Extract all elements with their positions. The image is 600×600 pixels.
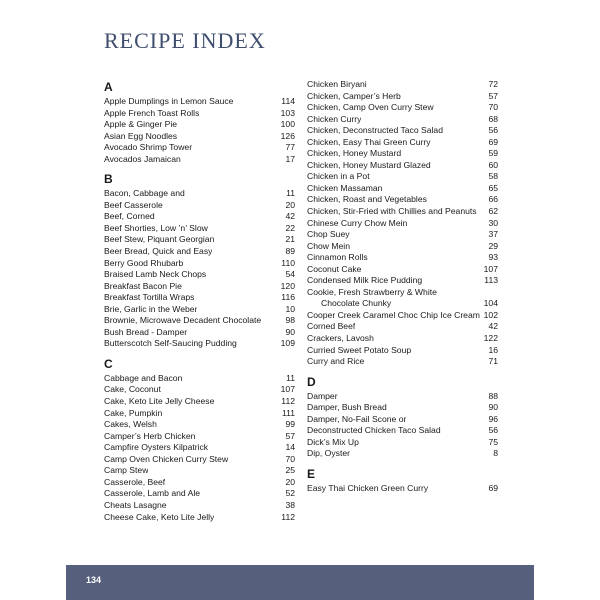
index-entry	[104, 292, 295, 304]
index-entry	[307, 264, 498, 276]
recipe-page-number: 66	[488, 194, 498, 205]
recipe-page-number: 69	[488, 482, 498, 493]
recipe-page-number: 71	[488, 356, 498, 367]
recipe-name: Chow Mein	[307, 240, 350, 251]
recipe-name: Condensed Milk Rice Pudding	[307, 275, 423, 286]
recipe-page-number: 42	[285, 211, 295, 222]
recipe-name: Butterscotch Self-Saucing Pudding	[104, 338, 237, 349]
index-entry	[104, 142, 295, 154]
recipe-name: Apple Dumplings in Lemon Sauce	[104, 96, 234, 106]
recipe-name: Chicken Curry	[307, 113, 362, 124]
index-entry	[307, 287, 498, 299]
recipe-page-number: 90	[488, 402, 498, 413]
recipe-page-number: 11	[286, 372, 295, 383]
recipe-page-number: 29	[488, 240, 498, 251]
recipe-name: Breakfast Tortilla Wraps	[104, 292, 195, 303]
recipe-name: Easy Thai Chicken Green Curry	[307, 482, 429, 493]
recipe-page-number: 98	[285, 315, 295, 326]
section-d-list	[307, 391, 498, 460]
recipe-page-number: 30	[488, 217, 498, 228]
recipe-name: Braised Lamb Neck Chops	[104, 269, 207, 280]
recipe-page-number: 96	[488, 413, 498, 424]
recipe-name: Chicken Massaman	[307, 182, 383, 193]
recipe-name: Chicken, Stir-Fried with Chillies and Peanuts	[307, 206, 477, 217]
recipe-page-number: 120	[280, 280, 295, 291]
index-entry	[307, 356, 498, 368]
recipe-name: Apple & Ginger Pie	[104, 119, 178, 130]
recipe-name: Beef Shorties, Low ’n’ Slow	[104, 222, 208, 233]
recipe-name: Beef, Corned	[104, 211, 155, 222]
section-c-list	[104, 373, 295, 523]
recipe-page-number: 70	[488, 102, 498, 113]
recipe-name: Brie, Garlic in the Weber	[104, 303, 198, 314]
recipe-name: Dip, Oyster	[307, 448, 350, 459]
index-column-right	[307, 79, 498, 495]
recipe-name: Cooper Creek Caramel Choc Chip Ice Cream	[307, 309, 480, 320]
index-entry	[104, 211, 295, 223]
recipe-name: Chicken, Camper’s Herb	[307, 90, 401, 101]
recipe-page-number: 112	[281, 511, 295, 522]
recipe-page-number: 56	[488, 125, 498, 136]
recipe-page-number: 62	[488, 206, 498, 217]
index-entry	[104, 454, 295, 466]
recipe-page-number: 88	[488, 390, 498, 401]
index-entry	[307, 79, 498, 91]
recipe-name: Apple French Toast Rolls	[104, 107, 200, 118]
recipe-name: Corned Beef	[307, 321, 356, 332]
recipe-page-number: 52	[285, 488, 295, 499]
page-footer-bar	[66, 565, 534, 600]
index-entry	[104, 315, 295, 327]
recipe-page-number: 75	[488, 436, 498, 447]
index-entry	[104, 327, 295, 339]
index-entry	[104, 465, 295, 477]
recipe-name: Chicken, Roast and Vegetables	[307, 194, 427, 205]
index-entry	[307, 391, 498, 403]
recipe-name: Brownie, Microwave Decadent Chocolate	[104, 315, 262, 326]
recipe-page-number: 99	[285, 419, 295, 430]
recipe-name: Avocados Jamaican	[104, 153, 181, 164]
recipe-page-number: 122	[483, 333, 498, 344]
index-entry	[104, 384, 295, 396]
index-entry	[104, 373, 295, 385]
recipe-name: Breakfast Bacon Pie	[104, 280, 182, 291]
index-entry	[307, 321, 498, 333]
recipe-name: Bush Bread - Damper	[104, 326, 188, 337]
index-entry	[307, 437, 498, 449]
recipe-name: Camp Oven Chicken Curry Stew	[104, 453, 229, 464]
index-entry	[104, 281, 295, 293]
recipe-page-number: 57	[488, 90, 498, 101]
recipe-page-number: 14	[285, 442, 295, 453]
recipe-name: Chicken, Camp Oven Curry Stew	[307, 102, 434, 113]
recipe-page-number: 60	[488, 159, 498, 170]
recipe-name: Cake, Coconut	[104, 384, 161, 395]
recipe-name: Chicken, Honey Mustard Glazed	[307, 159, 431, 170]
recipe-page-number: 11	[286, 188, 295, 199]
recipe-name: Avocado Shrimp Tower	[104, 142, 193, 153]
index-entry	[104, 488, 295, 500]
recipe-page-number: 21	[285, 234, 295, 245]
recipe-page-number: 57	[285, 430, 295, 441]
recipe-page-number: 109	[280, 338, 295, 349]
index-entry	[307, 218, 498, 230]
recipe-page-number: 89	[285, 246, 295, 257]
recipe-name: Damper	[307, 390, 338, 401]
recipe-page-number: 114	[281, 96, 295, 106]
recipe-name: Damper, Bush Bread	[307, 402, 387, 413]
recipe-page-number: 37	[488, 229, 498, 240]
recipe-name: Cabbage and Bacon	[104, 372, 183, 383]
index-entry	[307, 229, 498, 241]
recipe-name: Chicken Biryani	[307, 79, 367, 89]
index-entry	[104, 338, 295, 350]
index-entry	[104, 396, 295, 408]
recipe-page-number: 38	[285, 499, 295, 510]
index-entry	[104, 96, 295, 108]
recipe-name: Chicken in a Pot	[307, 171, 370, 182]
index-entry	[307, 194, 498, 206]
index-entry	[104, 500, 295, 512]
recipe-page-number: 10	[285, 303, 295, 314]
index-entry	[307, 252, 498, 264]
recipe-name: Casserole, Beef	[104, 476, 166, 487]
index-entry	[307, 298, 498, 310]
recipe-page-number	[494, 287, 498, 299]
recipe-name: Chicken, Easy Thai Green Curry	[307, 136, 431, 147]
section-letter-b: B	[104, 172, 113, 187]
recipe-page-number: 72	[488, 79, 498, 89]
page-title: RECIPE INDEX	[104, 28, 266, 53]
recipe-name: Chinese Curry Chow Mein	[307, 217, 408, 228]
recipe-page-number: 112	[281, 396, 295, 407]
section-c-continued-list	[307, 79, 498, 368]
index-entry	[307, 414, 498, 426]
recipe-page-number: 100	[280, 119, 295, 130]
section-letter-e: E	[307, 466, 316, 481]
recipe-page-number: 113	[484, 275, 498, 286]
index-entry	[104, 408, 295, 420]
recipe-name: Campfire Oysters Kilpatrick	[104, 442, 209, 453]
recipe-page-number: 65	[488, 182, 498, 193]
index-entry	[104, 419, 295, 431]
index-entry	[307, 125, 498, 137]
recipe-name: Beef Casserole	[104, 199, 163, 210]
recipe-page-number: 8	[493, 448, 498, 459]
index-entry	[104, 200, 295, 212]
index-entry	[104, 234, 295, 246]
recipe-page-number: 16	[488, 344, 498, 355]
index-entry	[104, 154, 295, 166]
recipe-name: Cake, Pumpkin	[104, 407, 163, 418]
recipe-page-number: 102	[483, 309, 498, 320]
index-entry	[104, 246, 295, 258]
index-entry	[104, 131, 295, 143]
recipe-page-number: 77	[285, 142, 295, 153]
recipe-name: Damper, No-Fail Scone or	[307, 413, 407, 424]
recipe-name: Coconut Cake	[307, 263, 362, 274]
page-number: 134	[86, 575, 102, 585]
recipe-name: Cake, Keto Lite Jelly Cheese	[104, 396, 215, 407]
recipe-page-number: 111	[281, 407, 295, 418]
recipe-name: Cookie, Fresh Strawberry & White	[307, 286, 437, 297]
index-entry	[104, 223, 295, 235]
recipe-page-number: 25	[285, 465, 295, 476]
recipe-page-number: 104	[483, 298, 498, 309]
index-entry	[307, 275, 498, 287]
recipe-name: Cakes, Welsh	[104, 419, 157, 430]
recipe-name: Chicken, Deconstructed Taco Salad	[307, 125, 443, 136]
index-entry	[307, 183, 498, 195]
recipe-page-number: 110	[281, 257, 295, 268]
recipe-page-number: 70	[285, 453, 295, 464]
recipe-page-number: 116	[281, 292, 295, 303]
recipe-name: Camp Stew	[104, 465, 149, 476]
index-entry	[307, 206, 498, 218]
index-entry	[104, 442, 295, 454]
index-entry	[104, 304, 295, 316]
index-entry	[104, 431, 295, 443]
index-entry	[307, 160, 498, 172]
recipe-page-number: 22	[285, 222, 295, 233]
recipe-name: Chop Suey	[307, 229, 350, 240]
index-entry	[307, 148, 498, 160]
recipe-page-number: 103	[280, 107, 295, 118]
index-entry	[307, 345, 498, 357]
index-entry	[104, 477, 295, 489]
section-letter-a: A	[104, 80, 113, 94]
recipe-page-number: 107	[483, 263, 498, 274]
recipe-page-number: 20	[285, 199, 295, 210]
index-entry	[307, 171, 498, 183]
index-entry	[307, 241, 498, 253]
recipe-page-number: 20	[285, 476, 295, 487]
recipe-name: Deconstructed Chicken Taco Salad	[307, 425, 441, 436]
recipe-name: Dick’s Mix Up	[307, 436, 359, 447]
recipe-page-number: 42	[488, 321, 498, 332]
recipe-page-number: 93	[488, 252, 498, 263]
recipe-name: Casserole, Lamb and Ale	[104, 488, 201, 499]
index-entry	[307, 402, 498, 414]
index-column-left	[104, 79, 295, 523]
index-entry	[104, 258, 295, 270]
recipe-page-number: 59	[488, 148, 498, 159]
index-entry	[307, 310, 498, 322]
index-entry	[104, 269, 295, 281]
index-entry	[307, 333, 498, 345]
recipe-name: Cheese Cake, Keto Lite Jelly	[104, 511, 215, 522]
recipe-page-number: 54	[285, 269, 295, 280]
index-entry	[307, 425, 498, 437]
section-a-list	[104, 96, 295, 165]
recipe-name: Camper’s Herb Chicken	[104, 430, 196, 441]
section-letter-c: C	[104, 356, 113, 371]
index-entry	[307, 448, 498, 460]
recipe-name: Bacon, Cabbage and	[104, 188, 185, 199]
recipe-name: Berry Good Rhubarb	[104, 257, 184, 268]
recipe-name: Beer Bread, Quick and Easy	[104, 246, 213, 257]
recipe-page-number: 68	[488, 113, 498, 124]
recipe-page-number: 126	[280, 130, 295, 141]
recipe-page-number: 17	[285, 153, 295, 164]
index-entry	[307, 137, 498, 149]
recipe-name: Asian Egg Noodles	[104, 130, 178, 141]
index-entry	[104, 119, 295, 131]
recipe-name: Chocolate Chunky	[321, 298, 392, 309]
index-entry	[307, 483, 498, 495]
index-entry	[104, 512, 295, 524]
recipe-name: Chicken, Honey Mustard	[307, 148, 402, 159]
recipe-page-number: 90	[285, 326, 295, 337]
recipe-page-number: 69	[488, 136, 498, 147]
recipe-page-number: 58	[488, 171, 498, 182]
index-entry	[307, 102, 498, 114]
index-entry	[307, 91, 498, 103]
recipe-name: Crackers, Lavosh	[307, 333, 374, 344]
recipe-page-number: 107	[280, 384, 295, 395]
index-entry	[307, 114, 498, 126]
recipe-page-number: 56	[488, 425, 498, 436]
section-e-list	[307, 483, 498, 495]
recipe-name: Beef Stew, Piquant Georgian	[104, 234, 215, 245]
index-entry	[104, 108, 295, 120]
recipe-name: Cinnamon Rolls	[307, 252, 368, 263]
recipe-name: Curry and Rice	[307, 356, 365, 367]
recipe-name: Curried Sweet Potato Soup	[307, 344, 412, 355]
section-b-list	[104, 188, 295, 350]
section-letter-d: D	[307, 374, 316, 389]
index-entry	[104, 188, 295, 200]
index-page	[66, 0, 534, 600]
recipe-name: Cheats Lasagne	[104, 499, 167, 510]
